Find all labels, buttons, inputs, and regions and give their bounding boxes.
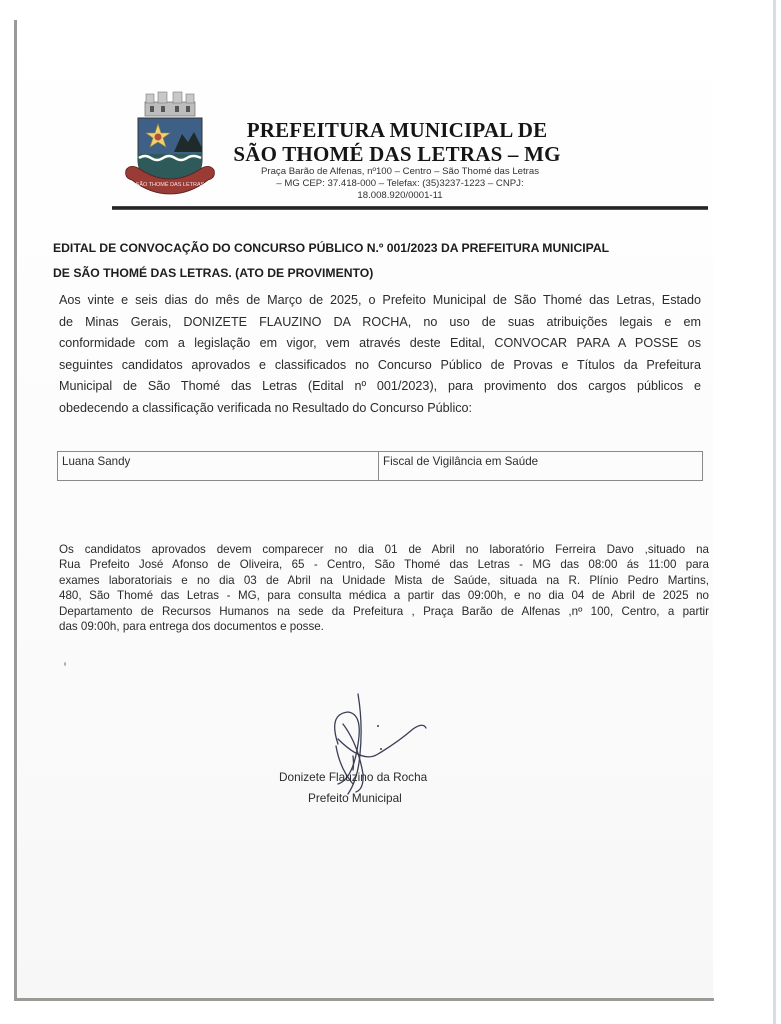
address-line-1: Praça Barão de Alfenas, nº100 – Centro – São Thomé das Letras	[261, 166, 539, 177]
address-line-3: 18.008.920/0001-11	[357, 190, 443, 201]
instructions-line: 480, São Thomé das Letras - MG, para consulta médica a partir das 09:00h, e no dia 04 de Abril de 2025 no	[59, 589, 709, 603]
page-edge-bottom	[14, 998, 714, 1001]
title-line-1: PREFEITURA MUNICIPAL DE	[246, 118, 548, 142]
scan-right-edge	[773, 0, 776, 1024]
scan-speck	[64, 662, 66, 666]
edital-title-line-2: DE SÃO THOMÉ DAS LETRAS. (ATO DE PROVIMENTO)	[53, 266, 374, 280]
title-line-2: SÃO THOMÉ DAS LETRAS – MG	[233, 142, 561, 166]
instructions-line: das 09:00h, para entrega dos documentos e posse.	[59, 620, 324, 634]
address-block	[245, 166, 555, 202]
candidates-table	[57, 451, 703, 481]
signatory-name: Donizete Flauzino da Rocha	[279, 770, 428, 784]
candidate-name-cell: Luana Sandy	[58, 452, 379, 480]
instructions-line: Rua Prefeito José Afonso de Oliveira, 65 - Centro, São Thomé das Letras - MG das 08:00 ás 11:00 para	[59, 558, 709, 572]
svg-text:SÃO THOMÉ DAS LETRAS: SÃO THOMÉ DAS LETRAS	[135, 182, 205, 188]
paragraph-line: obedecendo a classificação verificada no Resultado do Concurso Público:	[59, 400, 473, 415]
edital-title	[53, 236, 693, 286]
instructions-paragraph	[59, 542, 709, 634]
handwritten-signature-icon	[318, 684, 438, 804]
candidate-position-cell: Fiscal de Vigilância em Saúde	[383, 455, 539, 468]
edital-title-line-1: EDITAL DE CONVOCAÇÃO DO CONCURSO PÚBLICO N.º 001/2023 DA PREFEITURA MUNICIPAL	[53, 241, 610, 255]
paragraph-line: Municipal de São Thomé das Letras (Edital nº 001/2023), para provimento dos cargos públicos e	[59, 379, 701, 394]
signatory-role: Prefeito Municipal	[308, 791, 402, 805]
paragraph-line: Aos vinte e seis dias do mês de Março de 2025, o Prefeito Municipal de São Thomé das Letras, Estado	[59, 293, 701, 307]
address-line-2: – MG CEP: 37.418-000 – Telefax: (35)3237-1223 – CNPJ:	[276, 178, 524, 189]
instructions-line: Departamento de Recursos Humanos na sede da Prefeitura , Praça Barão de Alfenas ,nº 100, Centro, a partir	[59, 604, 709, 618]
paragraph-line: de Minas Gerais, DONIZETE FLAUZINO DA ROCHA, no uso de suas atribuições legais e em	[59, 314, 701, 329]
convocation-paragraph	[59, 290, 701, 420]
paragraph-line: seguintes candidatos aprovados e classificados no Concurso Público de Provas e Títulos da Prefeitura	[59, 357, 701, 372]
paragraph-line: conformidade com a legislação em vigor, vem através deste Edital, CONVOCAR PARA A POSSE os	[59, 336, 701, 351]
header-divider	[112, 206, 708, 210]
instructions-line: exames laboratoriais e no dia 03 de Abril na Unidade Mista de Saúde, situada na R. Plínio Pedro Martins,	[59, 573, 709, 587]
page-edge-left	[14, 20, 17, 1001]
municipality-title	[232, 118, 562, 166]
coat-of-arms-icon	[120, 90, 220, 195]
instructions-line: Os candidatos aprovados devem comparecer no dia 01 de Abril no laboratório Ferreira Davo ,situado na	[59, 543, 709, 556]
